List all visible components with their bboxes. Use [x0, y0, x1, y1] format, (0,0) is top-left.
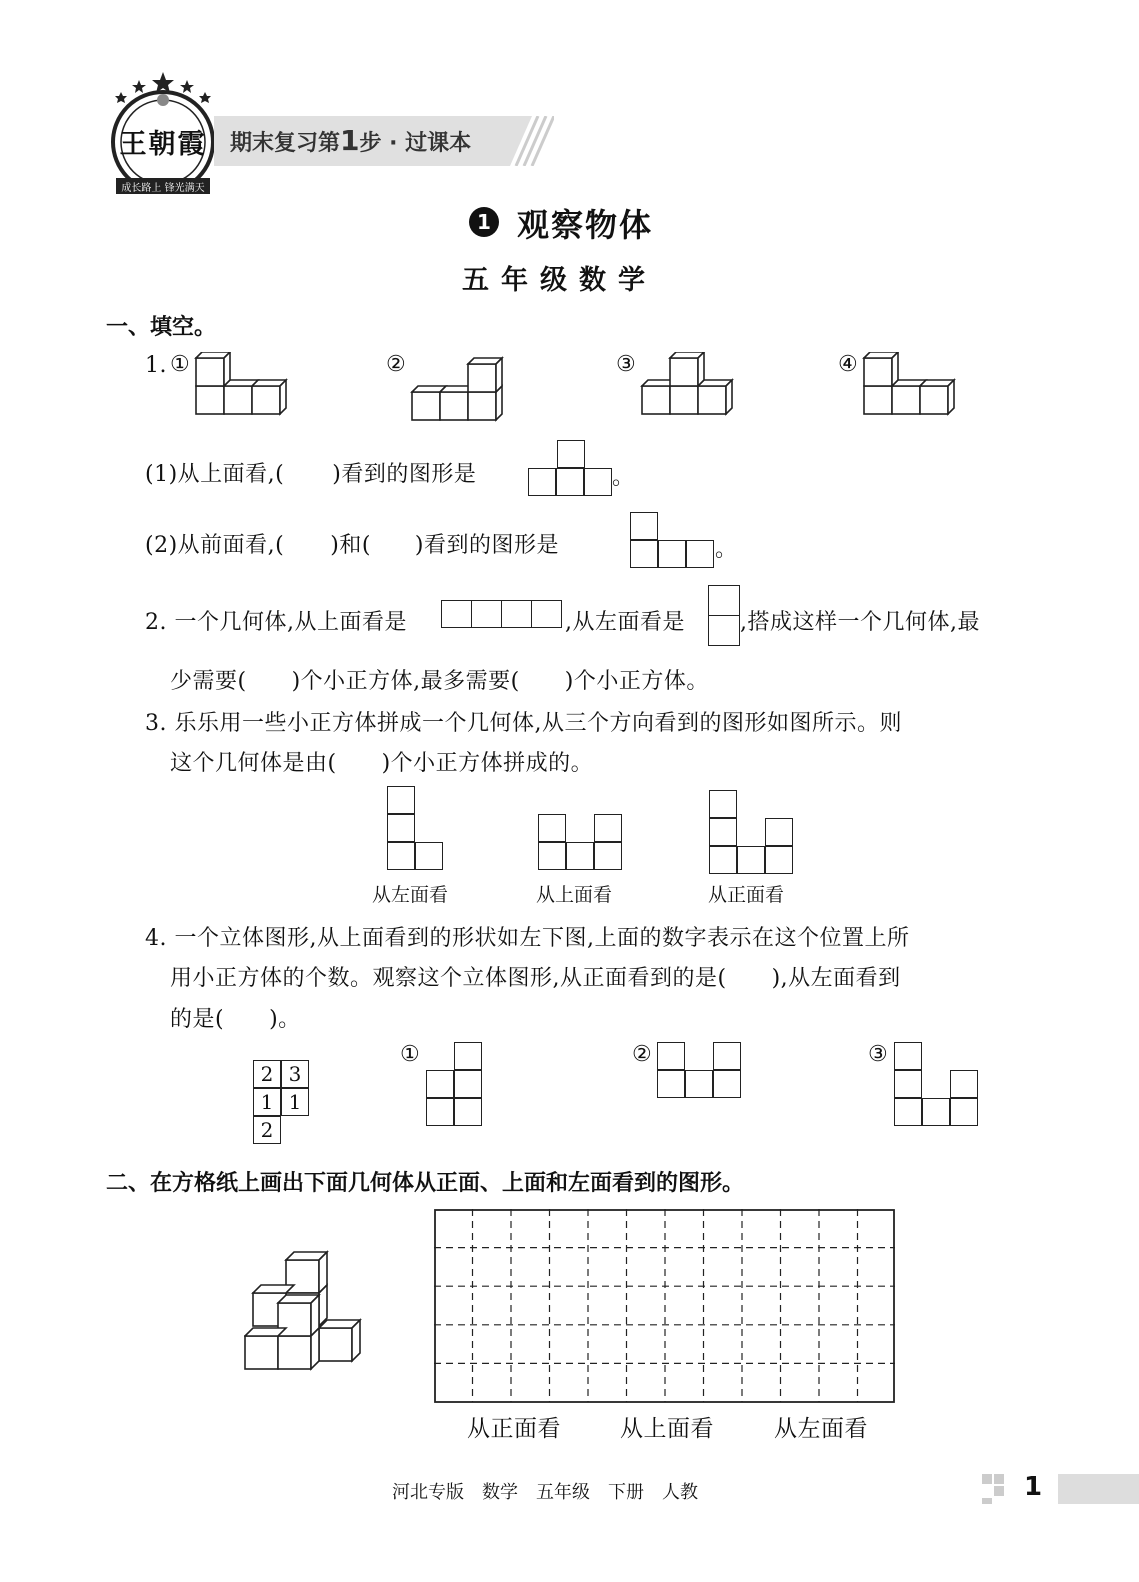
grid-paper[interactable]: [434, 1209, 896, 1403]
q1-part1-pre: (1)从上面看,(: [145, 462, 285, 487]
q4-option-3: [894, 1042, 980, 1128]
q1-fig1-label: ①: [170, 352, 191, 377]
page-subtitle: 五年级数学: [462, 265, 657, 296]
footer-deco: [982, 1474, 1016, 1504]
page-number: 1: [1024, 1472, 1043, 1502]
q1-part2-shape: [630, 512, 716, 568]
q4-opt2-label: ②: [632, 1042, 653, 1067]
q3-left-view: [387, 786, 445, 872]
q2-line1-end: ,搭成这样一个几何体,最: [740, 610, 980, 635]
footer-text: 河北专版 数学 五年级 下册 人教: [392, 1482, 698, 1503]
q1-figure-2: [410, 352, 520, 424]
q1-part2-pre: (2)从前面看,(: [145, 533, 285, 558]
q3-line1: 3. 乐乐用一些小正方体拼成一个几何体,从三个方向看到的图形如图所示。则: [145, 711, 902, 736]
q1-part1-shape: [528, 440, 614, 496]
grid-label-front: 从正面看: [467, 1416, 561, 1442]
section-2-heading: 二、在方格纸上画出下面几何体从正面、上面和左面看到的图形。: [106, 1171, 745, 1196]
q4-cell: 1: [253, 1088, 281, 1116]
sec2-solid-figure: [244, 1250, 368, 1374]
q4-line3: 的是( )。: [170, 1007, 301, 1032]
q1-part2-end: 。: [715, 537, 738, 562]
grid-label-top: 从上面看: [620, 1416, 714, 1442]
q3-top-view: [538, 814, 624, 872]
q4-cell: 2: [253, 1116, 281, 1144]
section-1-heading: 一、填空。: [106, 315, 217, 340]
banner-post: 步 · 过课本: [359, 131, 472, 156]
title-badge: 1: [469, 207, 499, 237]
banner-num: 1: [340, 124, 360, 157]
q1-figure-1: [194, 352, 294, 418]
q2-line1-pre: 2. 一个几何体,从上面看是: [145, 610, 407, 635]
q1-part2-mid2: )看到的图形是: [414, 533, 560, 558]
q1-part2-mid: )和(: [330, 533, 371, 558]
q4-line2: 用小正方体的个数。观察这个立体图形,从正面看到的是( ),从左面看到: [170, 966, 901, 991]
grid-label-left: 从左面看: [774, 1416, 868, 1442]
q4-line1: 4. 一个立体图形,从上面看到的形状如左下图,上面的数字表示在这个位置上所: [145, 926, 910, 951]
q1-fig2-label: ②: [386, 352, 407, 377]
q1-part1-end: 。: [612, 465, 635, 490]
q4-option-1: [426, 1042, 484, 1128]
q1-part1-mid: )看到的图形是: [332, 462, 477, 487]
q1-number: 1.: [145, 353, 167, 378]
brand-logo: [104, 70, 222, 200]
q4-opt3-label: ③: [868, 1042, 889, 1067]
q4-cell: 2: [253, 1060, 281, 1088]
banner-pre: 期末复习第: [230, 131, 341, 156]
q3-label-front: 从正面看: [708, 884, 785, 906]
q4-opt1-label: ①: [400, 1042, 421, 1067]
q3-label-left: 从左面看: [372, 884, 449, 906]
q1-fig3-label: ③: [616, 352, 637, 377]
q4-cell: 1: [281, 1088, 309, 1116]
logo-text: 王朝霞: [119, 129, 207, 160]
page-title: 观察物体: [517, 206, 654, 244]
header-banner: [214, 116, 554, 166]
q3-line2: 这个几何体是由( )个小正方体拼成的。: [170, 751, 594, 776]
q1-fig4-label: ④: [838, 352, 859, 377]
q1-part2-line: [145, 528, 559, 559]
q1-figure-4: [862, 352, 962, 418]
q2-top-view-shape: [441, 600, 563, 630]
logo-motto: 成长路上 锋光满天: [121, 183, 205, 194]
q4-top-view-grid: [253, 1060, 311, 1144]
q4-option-2: [657, 1042, 743, 1100]
footer-bar: [1058, 1474, 1139, 1504]
q3-front-view: [709, 790, 795, 874]
q2-line1-mid: ,从左面看是: [565, 610, 685, 635]
q3-label-top: 从上面看: [536, 884, 613, 906]
q1-part1-line: [145, 457, 476, 488]
banner-text: [230, 124, 471, 157]
q2-line2: 少需要( )个小正方体,最多需要( )个小正方体。: [170, 669, 709, 694]
q1-figure-3: [640, 352, 740, 418]
q4-cell: 3: [281, 1060, 309, 1088]
q2-left-view-shape: [708, 585, 740, 647]
